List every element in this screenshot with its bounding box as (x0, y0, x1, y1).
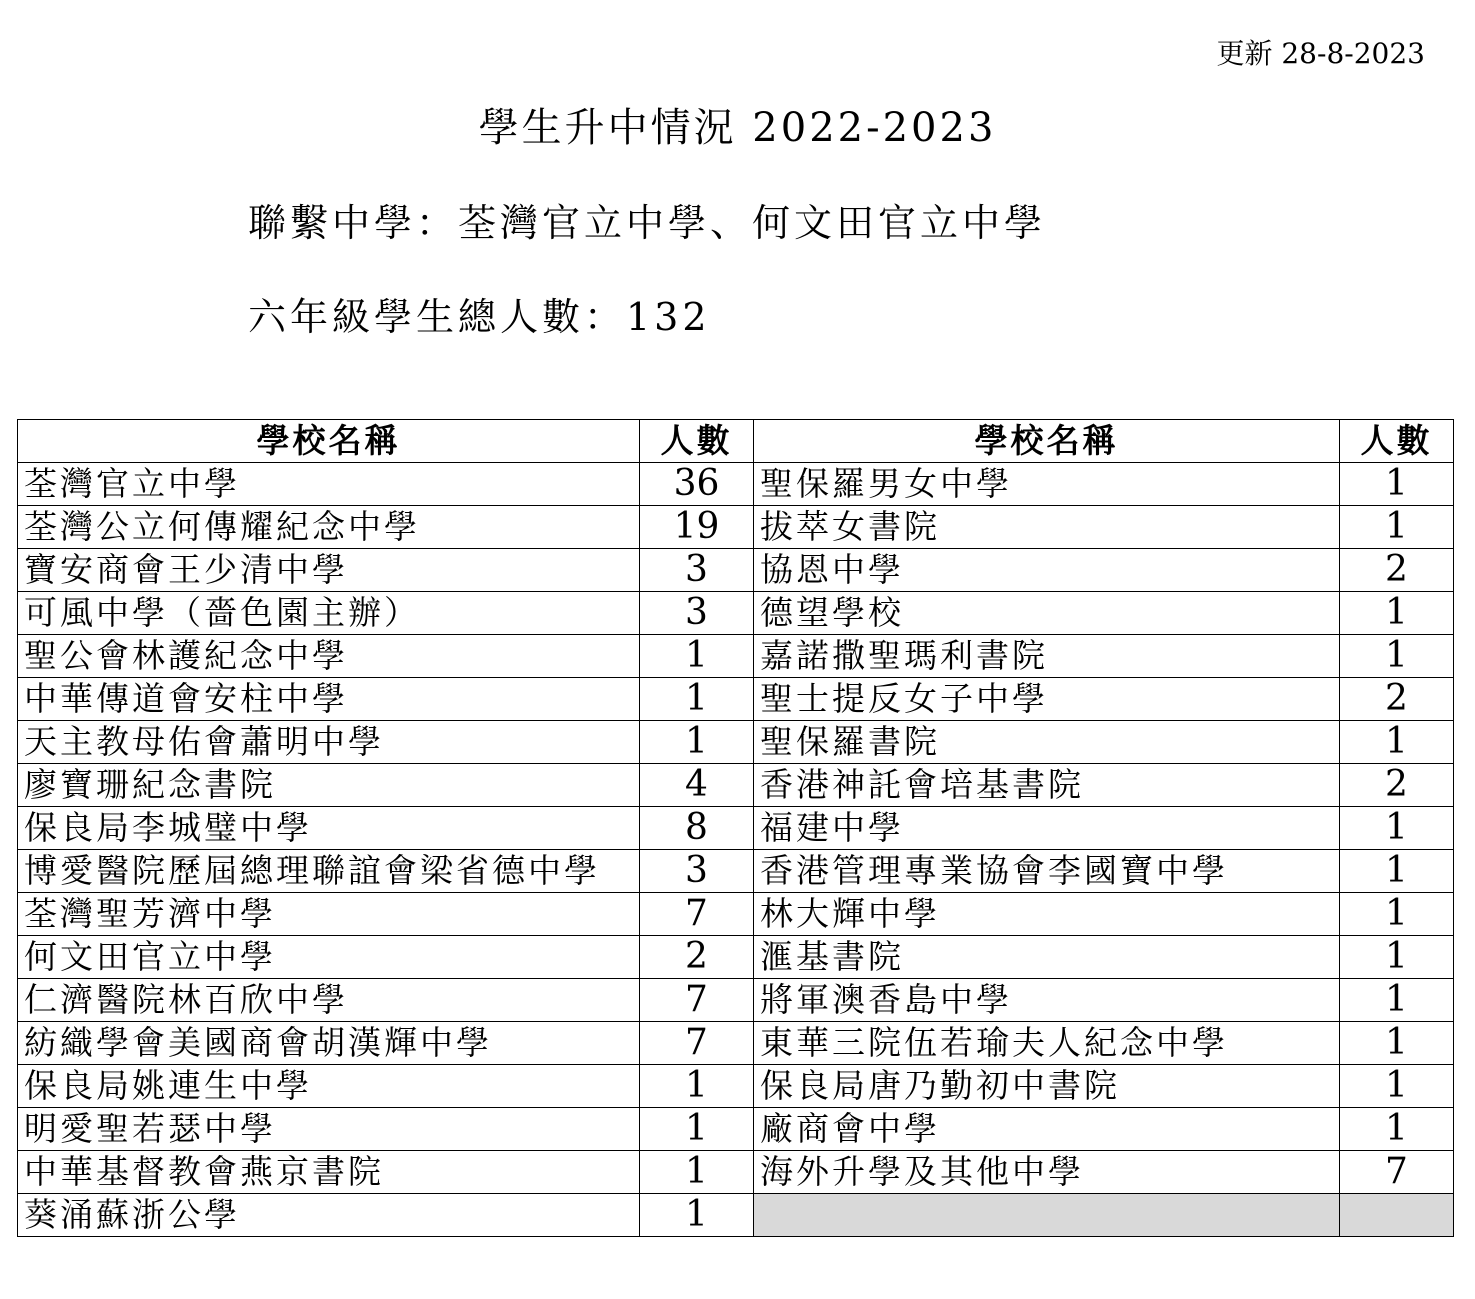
left-school-name: 聖公會林護紀念中學 (18, 635, 640, 678)
total-students: 六年級學生總人數：132 (248, 295, 711, 339)
right-school-name: 海外升學及其他中學 (754, 1151, 1340, 1194)
right-school-name: 聖士提反女子中學 (754, 678, 1340, 721)
table-row (18, 678, 1454, 721)
right-school-name: 拔萃女書院 (754, 506, 1340, 549)
left-school-name: 可風中學（嗇色園主辦） (18, 592, 640, 635)
right-school-name: 廠商會中學 (754, 1108, 1340, 1151)
header-school-name-left: 學校名稱 (18, 420, 640, 463)
left-school-name: 荃灣官立中學 (18, 463, 640, 506)
right-student-count: 1 (1340, 807, 1454, 850)
right-student-count: 2 (1340, 549, 1454, 592)
left-student-count: 36 (640, 463, 754, 506)
right-student-count: 2 (1340, 678, 1454, 721)
right-school-name: 聖保羅書院 (754, 721, 1340, 764)
empty-cell (1340, 1194, 1454, 1237)
left-student-count: 3 (640, 592, 754, 635)
table-row (18, 463, 1454, 506)
left-school-name: 何文田官立中學 (18, 936, 640, 979)
empty-cell (754, 1194, 1340, 1237)
right-student-count: 1 (1340, 1108, 1454, 1151)
right-student-count: 1 (1340, 1022, 1454, 1065)
table-row (18, 1194, 1454, 1237)
right-student-count: 1 (1340, 463, 1454, 506)
left-school-name: 廖寶珊紀念書院 (18, 764, 640, 807)
left-school-name: 荃灣聖芳濟中學 (18, 893, 640, 936)
header-school-name-right: 學校名稱 (754, 420, 1340, 463)
table-row (18, 1022, 1454, 1065)
right-student-count: 1 (1340, 635, 1454, 678)
left-school-name: 中華傳道會安柱中學 (18, 678, 640, 721)
right-school-name: 聖保羅男女中學 (754, 463, 1340, 506)
table-row (18, 549, 1454, 592)
left-student-count: 3 (640, 850, 754, 893)
right-school-name: 東華三院伍若瑜夫人紀念中學 (754, 1022, 1340, 1065)
table-row (18, 721, 1454, 764)
right-student-count: 1 (1340, 1065, 1454, 1108)
left-student-count: 1 (640, 1108, 754, 1151)
header-count-left: 人數 (640, 420, 754, 463)
right-student-count: 1 (1340, 936, 1454, 979)
left-student-count: 1 (640, 1194, 754, 1237)
table-header-row (18, 420, 1454, 463)
left-student-count: 1 (640, 635, 754, 678)
left-student-count: 1 (640, 1151, 754, 1194)
right-student-count: 1 (1340, 506, 1454, 549)
left-student-count: 1 (640, 721, 754, 764)
left-student-count: 1 (640, 1065, 754, 1108)
table-row (18, 635, 1454, 678)
table-row (18, 764, 1454, 807)
left-student-count: 19 (640, 506, 754, 549)
table-row (18, 592, 1454, 635)
right-school-name: 福建中學 (754, 807, 1340, 850)
right-school-name: 將軍澳香島中學 (754, 979, 1340, 1022)
left-student-count: 7 (640, 893, 754, 936)
left-school-name: 保良局姚連生中學 (18, 1065, 640, 1108)
left-student-count: 7 (640, 979, 754, 1022)
right-school-name: 嘉諾撒聖瑪利書院 (754, 635, 1340, 678)
left-student-count: 3 (640, 549, 754, 592)
right-student-count: 2 (1340, 764, 1454, 807)
left-school-name: 寶安商會王少清中學 (18, 549, 640, 592)
left-school-name: 仁濟醫院林百欣中學 (18, 979, 640, 1022)
right-school-name: 協恩中學 (754, 549, 1340, 592)
table-row (18, 936, 1454, 979)
left-student-count: 2 (640, 936, 754, 979)
right-student-count: 1 (1340, 592, 1454, 635)
header-count-right: 人數 (1340, 420, 1454, 463)
left-student-count: 4 (640, 764, 754, 807)
left-student-count: 8 (640, 807, 754, 850)
table-row (18, 1108, 1454, 1151)
right-student-count: 1 (1340, 979, 1454, 1022)
left-student-count: 7 (640, 1022, 754, 1065)
left-school-name: 保良局李城璧中學 (18, 807, 640, 850)
right-student-count: 1 (1340, 893, 1454, 936)
table-row (18, 893, 1454, 936)
right-student-count: 1 (1340, 850, 1454, 893)
page-title: 學生升中情況 2022-2023 (478, 105, 997, 151)
left-school-name: 博愛醫院歷屆總理聯誼會梁省德中學 (18, 850, 640, 893)
left-school-name: 荃灣公立何傳耀紀念中學 (18, 506, 640, 549)
table-row (18, 1151, 1454, 1194)
school-placement-table (17, 419, 1454, 1237)
table-row (18, 506, 1454, 549)
table-row (18, 807, 1454, 850)
table-row (18, 850, 1454, 893)
left-school-name: 紡織學會美國商會胡漢輝中學 (18, 1022, 640, 1065)
left-school-name: 中華基督教會燕京書院 (18, 1151, 640, 1194)
right-school-name: 德望學校 (754, 592, 1340, 635)
right-school-name: 保良局唐乃勤初中書院 (754, 1065, 1340, 1108)
right-school-name: 滙基書院 (754, 936, 1340, 979)
right-student-count: 7 (1340, 1151, 1454, 1194)
table-row (18, 1065, 1454, 1108)
updated-date: 更新 28-8-2023 (1216, 37, 1425, 70)
left-school-name: 葵涌蘇浙公學 (18, 1194, 640, 1237)
linked-schools: 聯繫中學：荃灣官立中學、何文田官立中學 (248, 201, 1047, 245)
left-school-name: 明愛聖若瑟中學 (18, 1108, 640, 1151)
right-school-name: 香港管理專業協會李國寶中學 (754, 850, 1340, 893)
right-school-name: 香港神託會培基書院 (754, 764, 1340, 807)
left-student-count: 1 (640, 678, 754, 721)
left-school-name: 天主教母佑會蕭明中學 (18, 721, 640, 764)
right-school-name: 林大輝中學 (754, 893, 1340, 936)
right-student-count: 1 (1340, 721, 1454, 764)
table-row (18, 979, 1454, 1022)
